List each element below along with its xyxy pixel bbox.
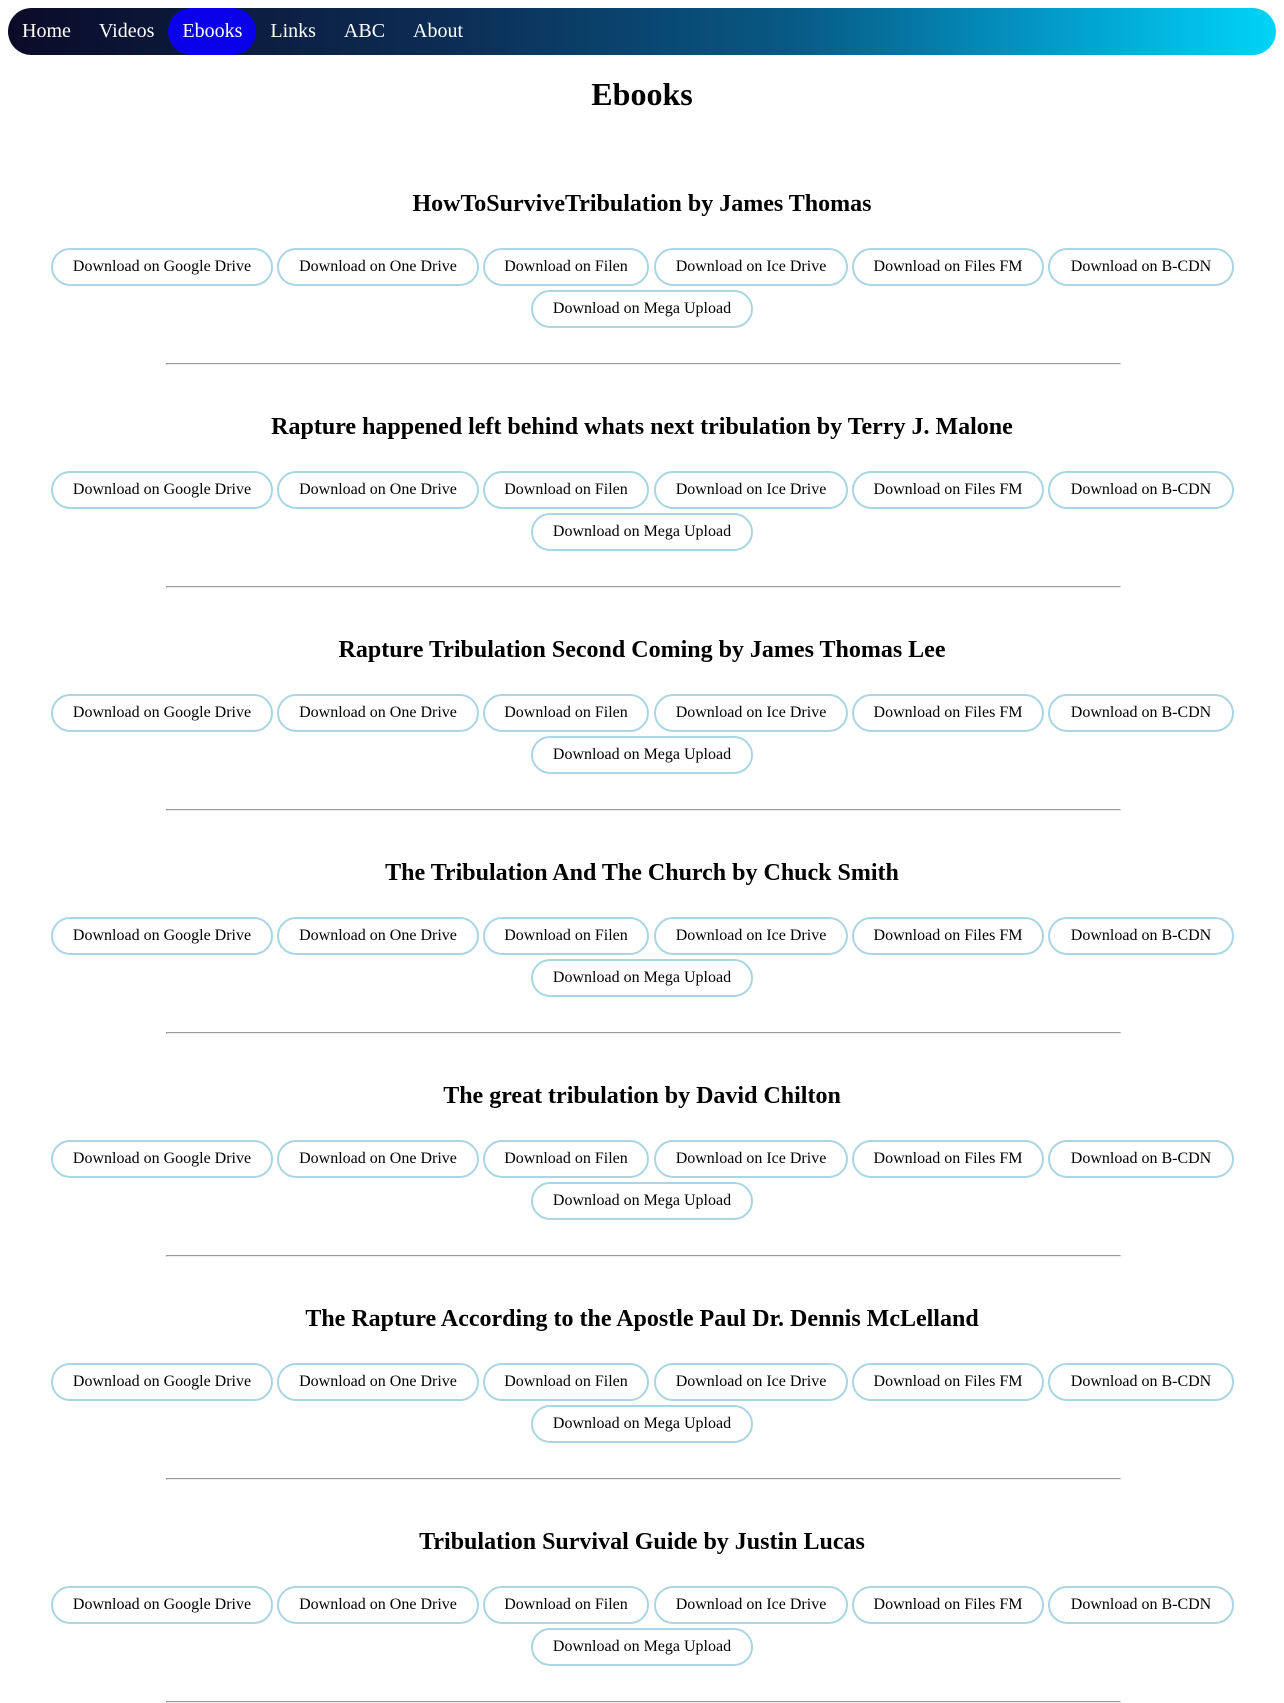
download-b-cdn-button[interactable]: Download on B-CDN (1048, 1586, 1234, 1624)
ebook-title: The Tribulation And The Church by Chuck Smith (385, 860, 899, 886)
download-google-drive-button[interactable]: Download on Google Drive (51, 1363, 273, 1401)
download-buttons (0, 1140, 1284, 1228)
download-files-fm-button[interactable]: Download on Files FM (852, 1586, 1044, 1624)
download-ice-drive-button[interactable]: Download on Ice Drive (654, 471, 848, 509)
download-filen-button[interactable]: Download on Filen (483, 1586, 649, 1624)
section-divider (166, 1032, 1121, 1034)
download-files-fm-button[interactable]: Download on Files FM (852, 248, 1044, 286)
download-buttons (0, 1586, 1284, 1674)
page-title: Ebooks (591, 76, 693, 112)
download-filen-button[interactable]: Download on Filen (483, 694, 649, 732)
section-divider (166, 809, 1121, 811)
section-divider (166, 1255, 1121, 1257)
download-filen-button[interactable]: Download on Filen (483, 248, 649, 286)
download-ice-drive-button[interactable]: Download on Ice Drive (654, 1140, 848, 1178)
download-ice-drive-button[interactable]: Download on Ice Drive (654, 694, 848, 732)
nav-about[interactable]: About (413, 20, 464, 42)
download-one-drive-button[interactable]: Download on One Drive (277, 694, 479, 732)
download-files-fm-button[interactable]: Download on Files FM (852, 471, 1044, 509)
download-files-fm-button[interactable]: Download on Files FM (852, 1363, 1044, 1401)
download-files-fm-button[interactable]: Download on Files FM (852, 1140, 1044, 1178)
download-b-cdn-button[interactable]: Download on B-CDN (1048, 1363, 1234, 1401)
download-b-cdn-button[interactable]: Download on B-CDN (1048, 471, 1234, 509)
section-divider (166, 586, 1121, 588)
section-divider (166, 1478, 1121, 1480)
section-divider (166, 363, 1121, 365)
download-mega-upload-button[interactable]: Download on Mega Upload (531, 513, 753, 551)
top-navbar (8, 8, 1276, 55)
download-filen-button[interactable]: Download on Filen (483, 917, 649, 955)
download-b-cdn-button[interactable]: Download on B-CDN (1048, 248, 1234, 286)
ebook-title: Tribulation Survival Guide by Justin Lucas (419, 1529, 865, 1555)
download-buttons (0, 471, 1284, 559)
ebook-title: HowToSurviveTribulation by James Thomas (412, 191, 872, 217)
download-one-drive-button[interactable]: Download on One Drive (277, 248, 479, 286)
ebook-title: The great tribulation by David Chilton (443, 1083, 841, 1109)
ebook-title: Rapture happened left behind whats next tribulation by Terry J. Malone (271, 414, 1013, 440)
download-one-drive-button[interactable]: Download on One Drive (277, 1363, 479, 1401)
download-b-cdn-button[interactable]: Download on B-CDN (1048, 694, 1234, 732)
download-mega-upload-button[interactable]: Download on Mega Upload (531, 736, 753, 774)
download-one-drive-button[interactable]: Download on One Drive (277, 471, 479, 509)
download-mega-upload-button[interactable]: Download on Mega Upload (531, 1628, 753, 1666)
download-b-cdn-button[interactable]: Download on B-CDN (1048, 1140, 1234, 1178)
download-google-drive-button[interactable]: Download on Google Drive (51, 1586, 273, 1624)
download-filen-button[interactable]: Download on Filen (483, 471, 649, 509)
download-files-fm-button[interactable]: Download on Files FM (852, 694, 1044, 732)
download-google-drive-button[interactable]: Download on Google Drive (51, 248, 273, 286)
download-buttons (0, 1363, 1284, 1451)
download-filen-button[interactable]: Download on Filen (483, 1140, 649, 1178)
download-mega-upload-button[interactable]: Download on Mega Upload (531, 290, 753, 328)
nav-ebooks[interactable]: Ebooks (168, 8, 256, 55)
download-ice-drive-button[interactable]: Download on Ice Drive (654, 248, 848, 286)
download-ice-drive-button[interactable]: Download on Ice Drive (654, 1586, 848, 1624)
download-google-drive-button[interactable]: Download on Google Drive (51, 1140, 273, 1178)
download-one-drive-button[interactable]: Download on One Drive (277, 917, 479, 955)
download-files-fm-button[interactable]: Download on Files FM (852, 917, 1044, 955)
nav-links[interactable]: Links (270, 20, 316, 42)
ebook-title: The Rapture According to the Apostle Paul Dr. Dennis McLelland (305, 1306, 979, 1332)
download-mega-upload-button[interactable]: Download on Mega Upload (531, 959, 753, 997)
ebook-title: Rapture Tribulation Second Coming by James Thomas Lee (338, 637, 946, 663)
download-buttons (0, 917, 1284, 1005)
download-ice-drive-button[interactable]: Download on Ice Drive (654, 917, 848, 955)
download-google-drive-button[interactable]: Download on Google Drive (51, 694, 273, 732)
download-one-drive-button[interactable]: Download on One Drive (277, 1140, 479, 1178)
download-mega-upload-button[interactable]: Download on Mega Upload (531, 1182, 753, 1220)
nav-abc[interactable]: ABC (343, 20, 386, 42)
download-filen-button[interactable]: Download on Filen (483, 1363, 649, 1401)
download-buttons (0, 248, 1284, 336)
download-buttons (0, 694, 1284, 782)
download-one-drive-button[interactable]: Download on One Drive (277, 1586, 479, 1624)
download-google-drive-button[interactable]: Download on Google Drive (51, 917, 273, 955)
download-google-drive-button[interactable]: Download on Google Drive (51, 471, 273, 509)
nav-videos[interactable]: Videos (98, 20, 155, 42)
download-mega-upload-button[interactable]: Download on Mega Upload (531, 1405, 753, 1443)
download-ice-drive-button[interactable]: Download on Ice Drive (654, 1363, 848, 1401)
nav-home[interactable]: Home (22, 20, 71, 42)
download-b-cdn-button[interactable]: Download on B-CDN (1048, 917, 1234, 955)
